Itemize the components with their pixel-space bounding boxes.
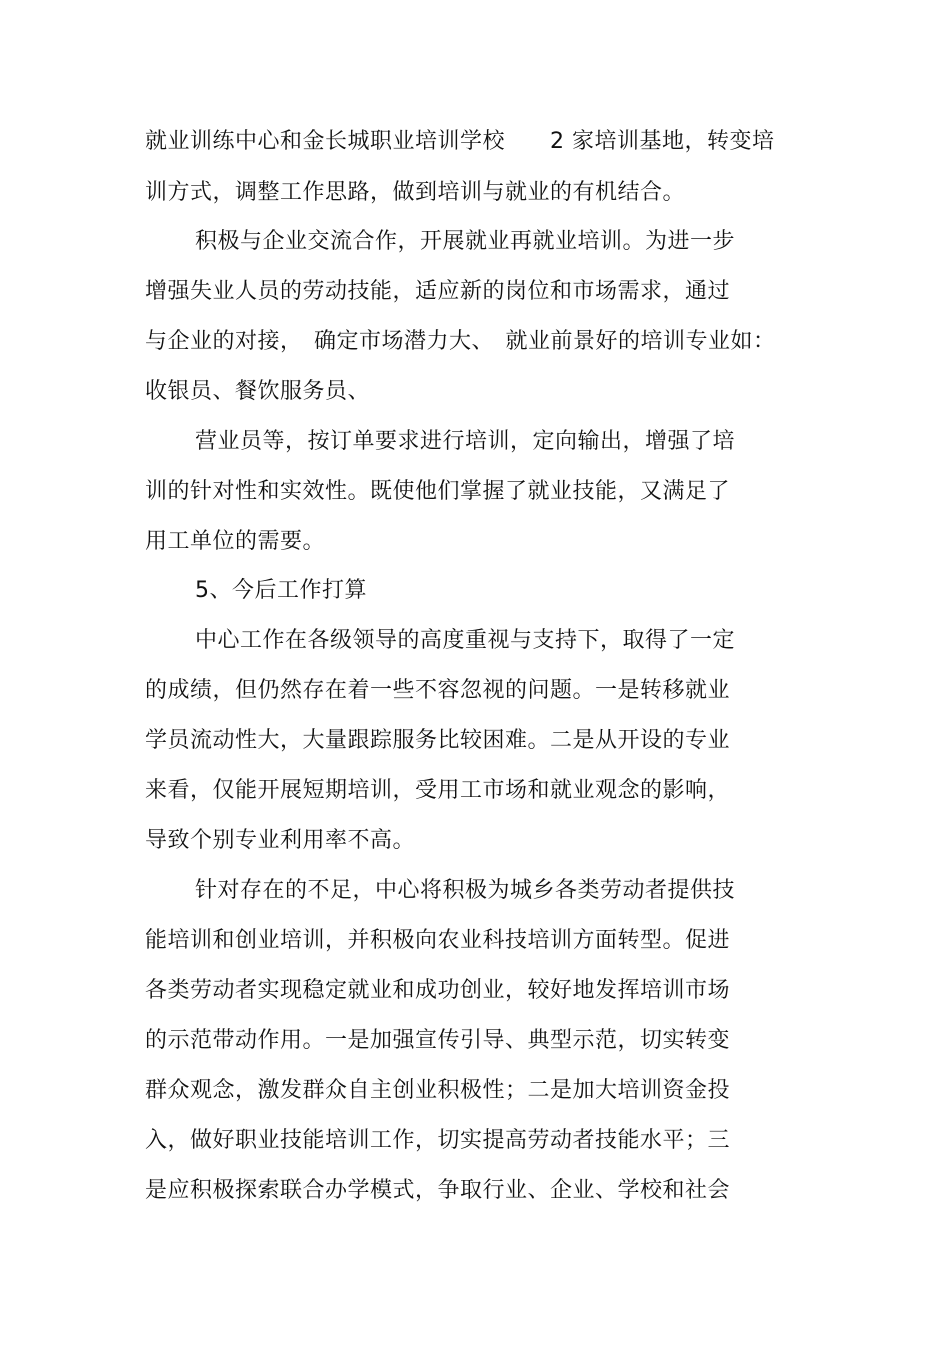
- paragraph-start-line: 中心工作在各级领导的高度重视与支持下，取得了一定: [195, 628, 736, 653]
- text-line: 学员流动性大，大量跟踪服务比较困难。二是从开设的专业: [145, 728, 731, 753]
- text-line: 用工单位的需要。: [145, 529, 326, 554]
- text-line: 的示范带动作用。一是加强宣传引导、典型示范，切实转变: [145, 1028, 731, 1053]
- paragraph-start-line: 营业员等，按订单要求进行培训，定向输出，增强了培: [195, 429, 736, 454]
- text-line: 训的针对性和实效性。既使他们掌握了就业技能，又满足了: [145, 479, 731, 504]
- paragraph-start-line: 积极与企业交流合作，开展就业再就业培训。为进一步: [195, 229, 736, 254]
- text-line: 是应积极探索联合办学模式，争取行业、企业、学校和社会: [145, 1178, 731, 1203]
- text-line: 来看，仅能开展短期培训，受用工市场和就业观念的影响，: [145, 778, 731, 803]
- text-line: 增强失业人员的劳动技能，适应新的岗位和市场需求，通过: [145, 279, 731, 304]
- text-line: 就业训练中心和金长城职业培训学校 2 家培训基地，转变培: [145, 129, 775, 154]
- text-line: 与企业的对接， 确定市场潜力大、 就业前景好的培训专业如：: [145, 329, 776, 354]
- text-line: 导致个别专业利用率不高。: [145, 828, 416, 853]
- text-line: 群众观念，激发群众自主创业积极性；二是加大培训资金投: [145, 1078, 731, 1103]
- text-line: 的成绩，但仍然存在着一些不容忽视的问题。一是转移就业: [145, 678, 731, 703]
- text-line: 训方式，调整工作思路，做到培训与就业的有机结合。: [145, 180, 686, 205]
- section-heading: 5、今后工作打算: [195, 578, 367, 603]
- text-line: 入，做好职业技能培训工作，切实提高劳动者技能水平；三: [145, 1128, 731, 1153]
- text-line: 能培训和创业培训，并积极向农业科技培训方面转型。促进: [145, 928, 731, 953]
- text-line: 收银员、餐饮服务员、: [145, 379, 371, 404]
- paragraph-start-line: 针对存在的不足，中心将积极为城乡各类劳动者提供技: [195, 878, 736, 903]
- text-line: 各类劳动者实现稳定就业和成功创业，较好地发挥培训市场: [145, 978, 731, 1003]
